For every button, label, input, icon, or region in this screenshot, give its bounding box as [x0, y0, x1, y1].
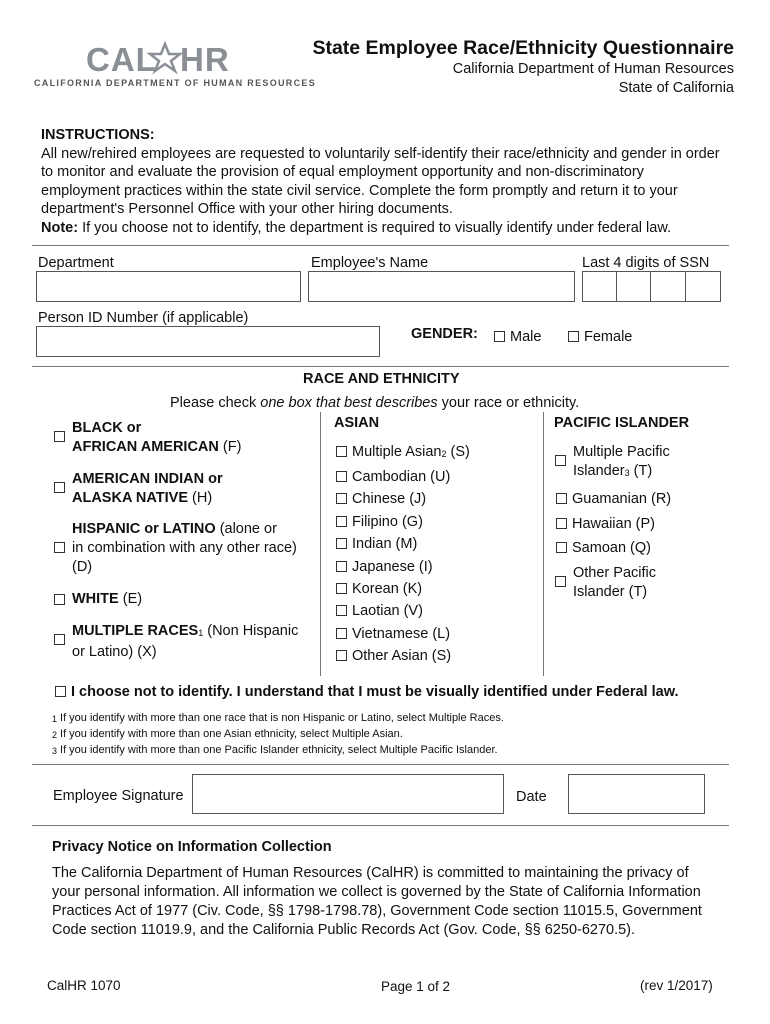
samoan-label: Samoan (Q) — [572, 540, 651, 556]
option-pacific-multiple — [573, 443, 670, 483]
hawaiian-checkbox[interactable] — [556, 518, 567, 529]
divider — [32, 245, 729, 246]
prompt-post: your race or ethnicity. — [441, 395, 580, 411]
footnote-number: 3 — [52, 746, 58, 756]
privacy-heading: Privacy Notice on Information Collection — [52, 839, 332, 855]
asian-option[interactable] — [336, 558, 433, 577]
pacific-multiple-code: (T) — [633, 463, 653, 479]
hispanic-line-1: (alone or — [219, 521, 277, 537]
department-input[interactable] — [36, 271, 301, 302]
asian-multiple-sup: 2 — [441, 449, 447, 459]
pacific-multiple-checkbox[interactable] — [555, 455, 566, 466]
option-black — [72, 419, 241, 457]
revision: (rev 1/2017) — [640, 978, 713, 993]
asian-option-checkbox[interactable] — [336, 538, 347, 549]
amind-code: (H) — [192, 490, 213, 506]
multi-line-1: (Non Hispanic — [207, 623, 299, 639]
option-hispanic — [72, 520, 297, 577]
american-indian-checkbox[interactable] — [54, 482, 65, 493]
asian-option-checkbox[interactable] — [336, 628, 347, 639]
multi-line-2: or Latino) (X) — [72, 644, 157, 660]
form-title: State Employee Race/Ethnicity Questionnaire — [312, 37, 734, 59]
black-checkbox[interactable] — [54, 431, 65, 442]
instructions-note — [41, 219, 721, 238]
footnote — [52, 711, 732, 727]
instructions-body: All new/rehired employees are requested to voluntarily self-identify their race/ethnicity and gender in order to monitor and evaluate the provision of equal employment opportunity and non-discriminatory employment practices within the state civil service. Complete the form promptly and return it to your department's Personnel Office with your other hiring documents. — [41, 145, 720, 217]
asian-option-label: Vietnamese (L) — [352, 626, 451, 642]
ssn-label: Last 4 digits of SSN — [582, 255, 710, 271]
option-decline[interactable] — [55, 683, 678, 702]
footnote-number: 2 — [52, 730, 58, 740]
race-prompt — [170, 394, 579, 413]
asian-option-label: Filipino (G) — [352, 514, 423, 530]
asian-option-label: Japanese (I) — [352, 559, 433, 575]
instructions — [41, 126, 721, 237]
white-code: (E) — [122, 591, 143, 607]
asian-option-checkbox[interactable] — [336, 493, 347, 504]
privacy-body: The California Department of Human Resources (CalHR) is committed to maintaining the privacy of your personal information. All information we collect is governed by the State of California Information Practices Act of 1977 (Civ. Code, §§ 1798-1798.78), Government Code section 11015.5, Government Code section 11019.9, and the California Public Records Act (Gov. Code, §§ 6250-6270.5). — [52, 865, 702, 938]
asian-option-label: Laotian (V) — [352, 603, 423, 619]
samoan-checkbox[interactable] — [556, 542, 567, 553]
pacific-heading: PACIFIC ISLANDER — [554, 415, 690, 431]
footnote — [52, 727, 732, 743]
svg-text:CAL: CAL — [86, 41, 157, 78]
employee-name-label: Employee's Name — [311, 255, 429, 271]
org-name: California Department of Human Resources — [452, 61, 734, 77]
department-label: Department — [38, 255, 114, 271]
signature-input[interactable] — [192, 774, 504, 814]
asian-multiple-code: (S) — [450, 444, 470, 460]
other-pacific-line-2: Islander (T) — [573, 584, 648, 600]
divider — [32, 764, 729, 765]
option-multiple-races — [72, 622, 298, 662]
signature-label: Employee Signature — [53, 788, 184, 804]
hispanic-checkbox[interactable] — [54, 542, 65, 553]
race-heading: RACE AND ETHNICITY — [303, 371, 460, 387]
note-label: Note: — [41, 219, 79, 236]
asian-heading: ASIAN — [334, 415, 380, 431]
date-label: Date — [516, 789, 547, 805]
footnote-text: If you identify with more than one Asian ethnicity, select Multiple Asian. — [60, 728, 403, 740]
gender-male[interactable] — [494, 328, 541, 347]
footnotes — [52, 711, 732, 759]
note-text: If you choose not to identify, the department is required to visually identify under federal law. — [82, 219, 672, 236]
divider — [32, 366, 729, 367]
black-code: (F) — [222, 439, 242, 455]
asian-option-checkbox[interactable] — [336, 516, 347, 527]
option-guamanian[interactable] — [556, 490, 671, 509]
option-samoan[interactable] — [556, 539, 651, 558]
ssn-digit-3[interactable] — [650, 271, 686, 302]
black-line-1: BLACK or — [72, 420, 142, 436]
ssn-digit-1[interactable] — [582, 271, 617, 302]
column-divider — [320, 412, 321, 676]
asian-multiple-checkbox[interactable] — [336, 446, 347, 457]
ssn-boxes — [582, 271, 721, 302]
asian-multiple-label: Multiple Asian — [352, 444, 442, 460]
footnote — [52, 743, 732, 759]
amind-line-2: ALASKA NATIVE — [72, 490, 188, 506]
asian-option[interactable] — [336, 535, 417, 554]
ssn-digit-2[interactable] — [616, 271, 651, 302]
female-checkbox[interactable] — [568, 331, 579, 342]
asian-option-label: Korean (K) — [352, 581, 423, 597]
option-white — [72, 590, 142, 609]
asian-option-label: Chinese (J) — [352, 491, 427, 507]
pacific-multiple-line-2: Islander — [573, 463, 625, 479]
hispanic-line-2: in combination with any other race) — [72, 540, 297, 556]
black-line-2: AFRICAN AMERICAN — [72, 439, 219, 455]
multi-sup: 1 — [198, 628, 204, 638]
asian-option-checkbox[interactable] — [336, 605, 347, 616]
person-id-input[interactable] — [36, 326, 380, 357]
pacific-multiple-sup: 3 — [624, 468, 630, 478]
asian-option-checkbox[interactable] — [336, 561, 347, 572]
guamanian-label: Guamanian (R) — [572, 491, 672, 507]
asian-option-label: Cambodian (U) — [352, 469, 451, 485]
amind-line-1: AMERICAN INDIAN or — [72, 471, 223, 487]
asian-option-label: Other Asian (S) — [352, 648, 452, 664]
asian-option[interactable] — [336, 602, 423, 621]
footnote-text: If you identify with more than one race that is non Hispanic or Latino, select Multiple Races. — [60, 712, 504, 724]
asian-option-label: Indian (M) — [352, 536, 418, 552]
person-id-label: Person ID Number (if applicable) — [38, 310, 249, 326]
page-number: Page 1 of 2 — [381, 979, 451, 994]
hispanic-line-3: (D) — [72, 559, 93, 575]
hawaiian-label: Hawaiian (P) — [572, 516, 655, 532]
asian-option-checkbox[interactable] — [336, 650, 347, 661]
guamanian-checkbox[interactable] — [556, 493, 567, 504]
date-input[interactable] — [568, 774, 705, 814]
other-pacific-checkbox[interactable] — [555, 576, 566, 587]
asian-multiple[interactable] — [336, 443, 470, 464]
white-checkbox[interactable] — [54, 594, 65, 605]
employee-name-input[interactable] — [308, 271, 575, 302]
prompt-emphasis: one box that best describes — [260, 395, 438, 411]
asian-option-checkbox[interactable] — [336, 471, 347, 482]
form-number: CalHR 1070 — [47, 978, 121, 993]
multiple-races-checkbox[interactable] — [54, 634, 65, 645]
svg-text:HR: HR — [180, 41, 230, 78]
asian-option[interactable] — [336, 468, 450, 487]
prompt-pre: Please check — [170, 395, 257, 411]
column-divider — [543, 412, 544, 676]
asian-option[interactable] — [336, 647, 451, 666]
asian-option[interactable] — [336, 580, 422, 599]
asian-option-checkbox[interactable] — [336, 583, 347, 594]
female-label: Female — [584, 329, 633, 345]
instructions-heading: INSTRUCTIONS: — [41, 127, 155, 143]
asian-option[interactable] — [336, 513, 423, 532]
state-name: State of California — [618, 80, 734, 96]
ssn-digit-4[interactable] — [685, 271, 721, 302]
divider — [32, 825, 729, 826]
footnote-text: If you identify with more than one Pacific Islander ethnicity, select Multiple Pacific Islander. — [60, 744, 498, 756]
option-american-indian — [72, 470, 223, 508]
asian-option[interactable] — [336, 625, 450, 644]
other-pacific-line-1: Other Pacific — [573, 565, 656, 581]
multi-bold: MULTIPLE RACES — [72, 623, 199, 639]
asian-option[interactable] — [336, 490, 426, 509]
pacific-multiple-line-1: Multiple Pacific — [573, 444, 670, 460]
gender-label: GENDER: — [411, 326, 478, 342]
decline-label: I choose not to identify. I understand that I must be visually identified under Federal law. — [71, 684, 679, 700]
calhr-logo — [34, 40, 316, 95]
white-label: WHITE — [72, 591, 119, 607]
male-checkbox[interactable] — [494, 331, 505, 342]
option-other-pacific — [573, 564, 656, 602]
decline-checkbox[interactable] — [55, 686, 66, 697]
footnote-number: 1 — [52, 714, 58, 724]
option-hawaiian[interactable] — [556, 515, 655, 534]
logo-subtitle: CALIFORNIA DEPARTMENT OF HUMAN RESOURCES — [34, 78, 316, 88]
hispanic-bold: HISPANIC or LATINO — [72, 521, 216, 537]
gender-female[interactable] — [568, 328, 632, 347]
male-label: Male — [510, 329, 542, 345]
